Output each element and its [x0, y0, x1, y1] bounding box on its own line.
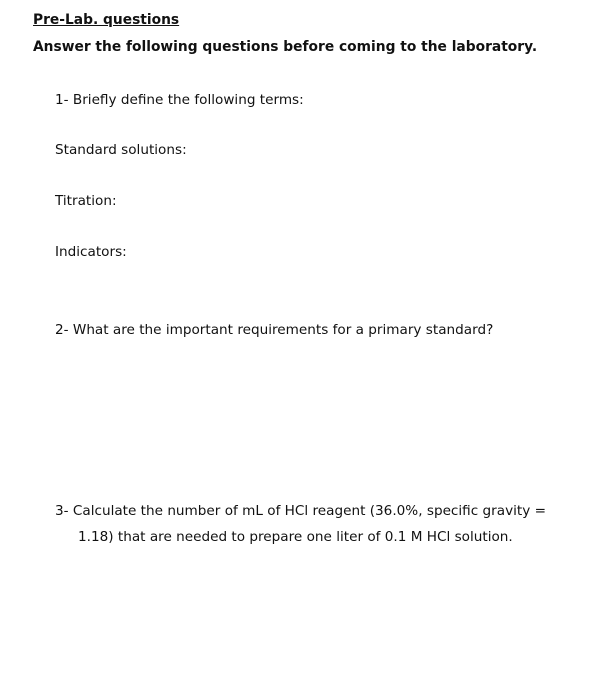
term-indicators: Indicators:	[55, 244, 127, 260]
question-1-prompt: 1- Briefly define the following terms:	[55, 92, 304, 108]
question-3-line-2: 1.18) that are needed to prepare one liter of 0.1 M HCl solution.	[78, 529, 513, 545]
term-titration: Titration:	[55, 193, 117, 209]
question-3-line-1: 3- Calculate the number of mL of HCl reagent (36.0%, specific gravity =	[55, 503, 546, 519]
page-title: Pre-Lab. questions	[33, 12, 180, 28]
term-standard-solutions: Standard solutions:	[55, 142, 187, 158]
instructions: Answer the following questions before coming to the laboratory.	[33, 39, 538, 55]
question-2-prompt: 2- What are the important requirements for a primary standard?	[55, 322, 494, 338]
